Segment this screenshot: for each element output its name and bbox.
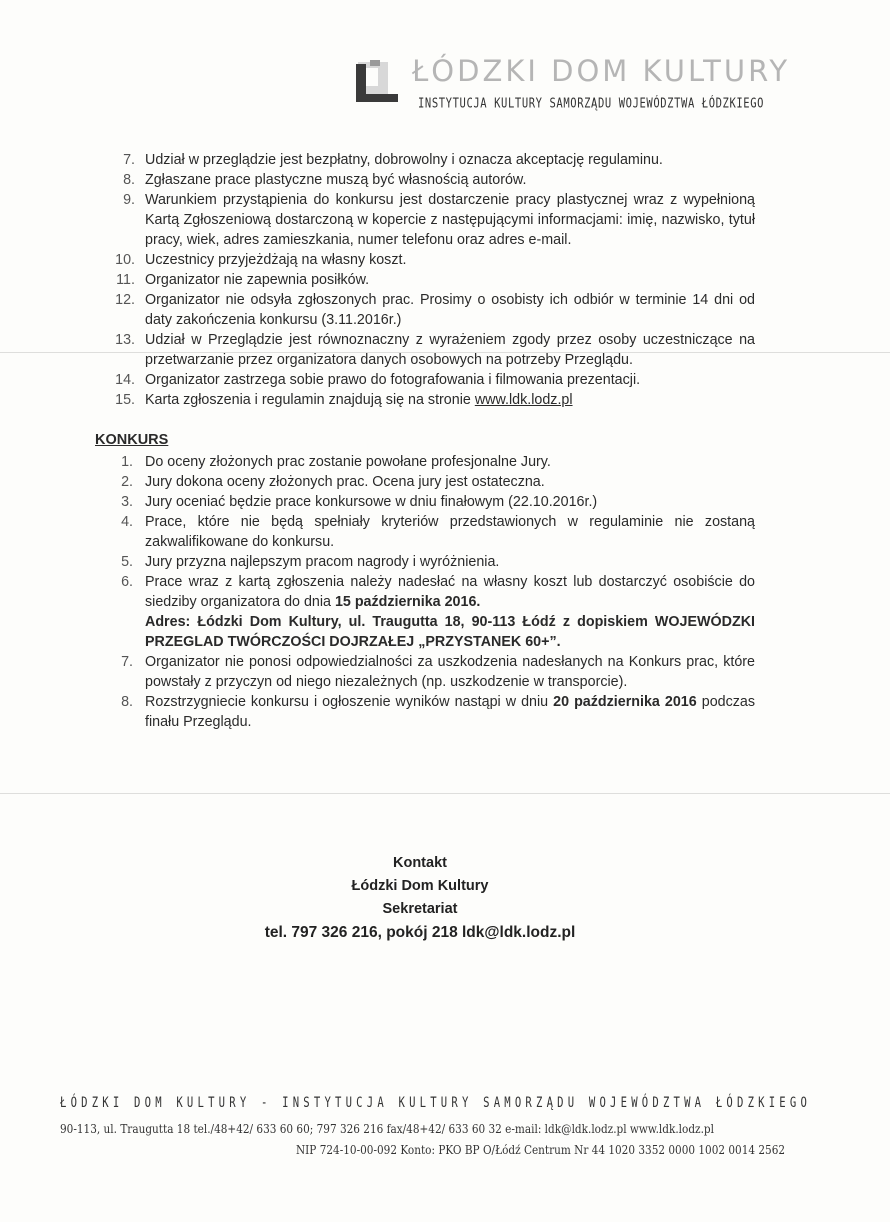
item-text: Udział w Przeglądzie jest równoznaczny z wyrażeniem zgody przez osoby uczestniczące na przetwarzanie przez organizatora danych osobowych na potrzeby Przeglądu. — [145, 332, 755, 368]
footer-org-line: ŁÓDZKI DOM KULTURY - INSTYTUCJA KULTURY SAMORZĄDU WOJEWÓDZTWA ŁÓDZKIEGO — [60, 1095, 812, 1112]
list-item — [95, 250, 755, 270]
item-text: Karta zgłoszenia i regulamin znajdują się na stronie — [145, 392, 475, 408]
item-number: 8. — [121, 694, 133, 710]
item-number: 10. — [115, 252, 135, 268]
item-text: Udział w przeglądzie jest bezpłatny, dobrowolny i oznacza akceptację regulaminu. — [145, 152, 663, 168]
list-item — [95, 692, 755, 732]
item-number: 4. — [121, 514, 133, 530]
item-number: 8. — [123, 172, 135, 188]
item-number: 6. — [121, 574, 133, 590]
item-text: Organizator nie odsyła zgłoszonych prac. Prosimy o osobisty ich odbiór w terminie 14 dni od daty zakończenia konkursu (3.11.2016r.) — [145, 292, 755, 328]
contact-heading: Kontakt — [393, 855, 447, 871]
item-number: 7. — [121, 654, 133, 670]
list-item — [95, 330, 755, 370]
contact-block — [0, 852, 840, 944]
contact-dept: Sekretariat — [382, 901, 458, 917]
list-item — [95, 270, 755, 290]
konkurs-list — [95, 452, 755, 732]
item-number: 1. — [121, 454, 133, 470]
item-text: Zgłaszane prace plastyczne muszą być własnością autorów. — [145, 172, 527, 188]
item-number: 14. — [115, 372, 135, 388]
item-number: 12. — [115, 292, 135, 308]
list-item — [95, 472, 755, 492]
item-text: Prace, które nie będą spełniały kryteriów przedstawionych w regulaminie nie zostaną zakwalifikowane do konkursu. — [145, 514, 755, 550]
ldk-logo-icon — [356, 58, 402, 104]
contact-details: tel. 797 326 216, pokój 218 ldk@ldk.lodz.pl — [264, 924, 576, 941]
item-number: 15. — [115, 392, 135, 408]
list-item — [95, 552, 755, 572]
list-item — [95, 290, 755, 330]
item-text: Organizator zastrzega sobie prawo do fotografowania i filmowania prezentacji. — [145, 372, 641, 388]
list-item — [95, 512, 755, 552]
section-title-konkurs: KONKURS — [95, 432, 169, 448]
list-item — [95, 190, 755, 250]
list-item — [95, 170, 755, 190]
list-item — [95, 390, 755, 410]
item-number: 5. — [121, 554, 133, 570]
list-item — [95, 492, 755, 512]
item-text: Uczestnicy przyjeżdżają na własny koszt. — [145, 252, 407, 268]
website-link[interactable]: www.ldk.lodz.pl — [474, 392, 573, 408]
item-number: 7. — [123, 152, 135, 168]
item-text: Jury dokona oceny złożonych prac. Ocena jury jest ostateczna. — [145, 474, 545, 490]
item-text: Organizator nie zapewnia posiłków. — [145, 272, 370, 288]
contact-org: Łódzki Dom Kultury — [351, 878, 489, 894]
item-text: Prace wraz z kartą zgłoszenia należy nadesłać na własny koszt lub dostarczyć osobiście do siedziby organizatora do dnia — [145, 574, 755, 610]
item-text: Jury przyzna najlepszym pracom nagrody i wyróżnienia. — [145, 554, 500, 570]
brand-subtitle: INSTYTUCJA KULTURY SAMORZĄDU WOJEWÓDZTWA ŁÓDZKIEGO — [418, 96, 765, 111]
rules-list — [95, 150, 755, 410]
item-number: 13. — [115, 332, 135, 348]
item-text: podczas finału Przeglądu. — [145, 694, 755, 730]
item-text: Organizator nie ponosi odpowiedzialności za uszkodzenia nadesłanych na Konkurs prac, które powstały z przyczyn od niego niezależnych (np. uszkodzenie w transporcie). — [145, 654, 755, 690]
footer-address-line: 90-113, ul. Traugutta 18 tel./48+42/ 633 60 60; 797 326 216 fax/48+42/ 633 60 32 e-mail: ldk@ldk.lodz.pl www.ldk.lodz.pl — [60, 1122, 714, 1136]
item-number: 2. — [121, 474, 133, 490]
results-date: 20 października 2016 — [553, 694, 697, 710]
item-text: Do oceny złożonych prac zostanie powołane profesjonalne Jury. — [145, 454, 551, 470]
item-text: Jury oceniać będzie prace konkursowe w dniu finałowym (22.10.2016r.) — [145, 494, 598, 510]
brand-name: ŁÓDZKI DOM KULTURY — [412, 54, 791, 88]
list-item — [95, 652, 755, 692]
document-body — [95, 150, 755, 732]
item-number: 3. — [121, 494, 133, 510]
list-item — [95, 452, 755, 472]
item-text: Rozstrzygniecie konkursu i ogłoszenie wyników nastąpi w dniu — [145, 694, 554, 710]
item-number: 9. — [123, 192, 135, 208]
footer-bank-line: NIP 724-10-00-092 Konto: PKO BP O/Łódź Centrum Nr 44 1020 3352 0000 1002 0014 2562 — [296, 1143, 786, 1157]
list-item — [95, 150, 755, 170]
item-text: Warunkiem przystąpienia do konkursu jest dostarczenie pracy plastycznej wraz z wypełnioną Kartą Zgłoszeniową dostarczoną w kopercie z następującymi informacjami: imię, nazwisko, tytuł pracy, wiek, adres zamieszkania, numer telefonu oraz adres e-mail. — [145, 192, 755, 248]
address-note: Adres: Łódzki Dom Kultury, ul. Traugutta 18, 90-113 Łódź z dopiskiem WOJEWÓDZKI PRZEGLAD TWÓRCZOŚCI DOJRZAŁEJ „PRZYSTANEK 60+”. — [145, 614, 755, 650]
list-item — [95, 370, 755, 390]
item-number: 11. — [116, 272, 135, 288]
deadline-date: 15 października 2016. — [334, 594, 481, 610]
scan-fold-line — [0, 793, 890, 794]
list-item — [95, 572, 755, 652]
